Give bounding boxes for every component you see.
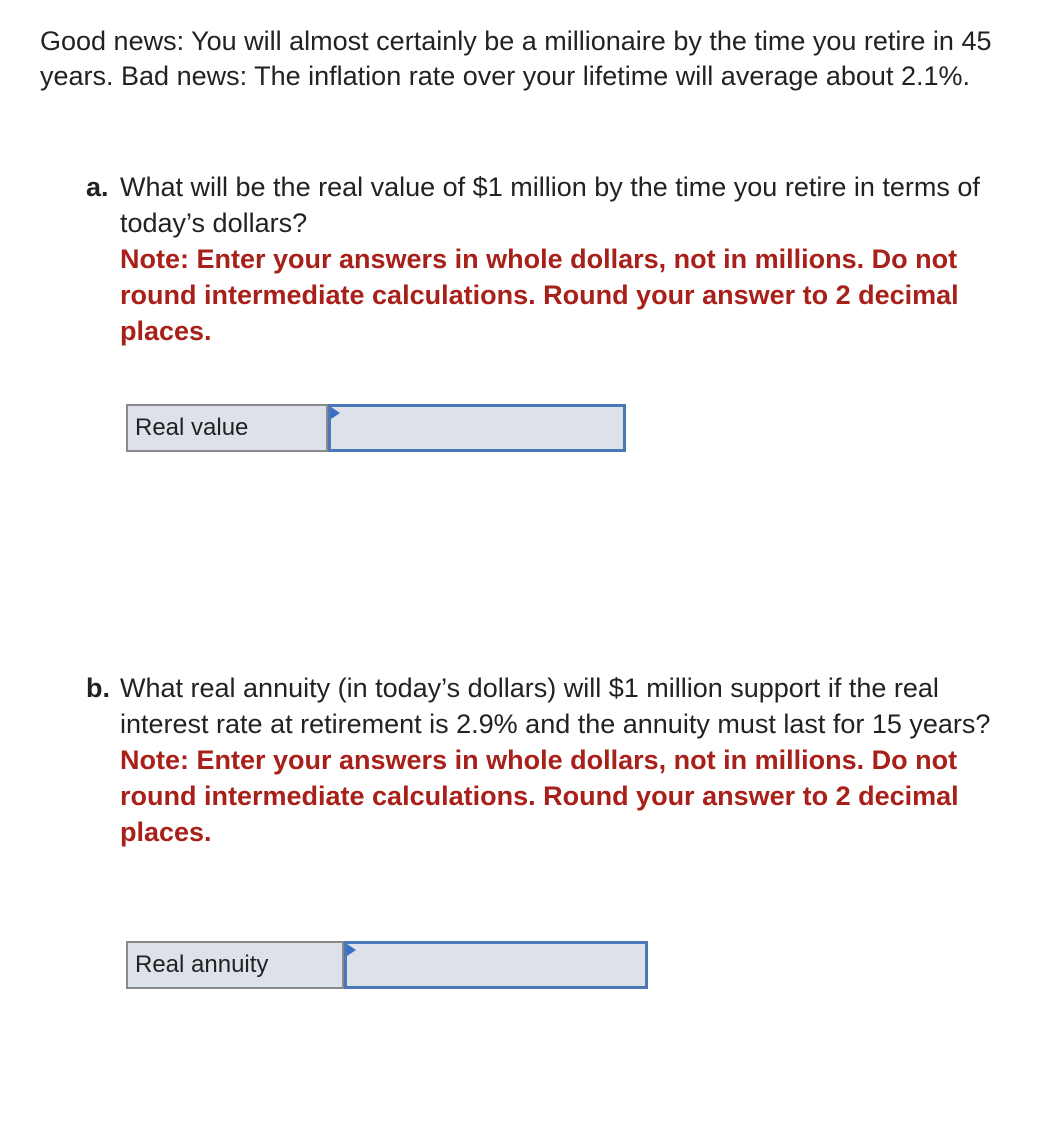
question-b [86, 670, 1026, 850]
question-a-note: Note: Enter your answers in whole dollars, not in millions. Do not round intermediate calculations. Round your answer to 2 decimal places. [120, 244, 959, 346]
input-marker-icon [347, 944, 356, 956]
question-b-note: Note: Enter your answers in whole dollars, not in millions. Do not round intermediate calculations. Round your answer to 2 decimal places. [120, 745, 959, 847]
real-annuity-label: Real annuity [126, 941, 344, 989]
question-a-letter: a. [86, 172, 109, 202]
question-a [86, 169, 1026, 349]
real-value-input[interactable] [328, 404, 626, 452]
question-b-text: What real annuity (in today’s dollars) will $1 million support if the real interest rate at retirement is 2.9% and the annuity must last for 15 years? [120, 673, 991, 739]
answer-row-real-value [126, 404, 626, 452]
problem-intro: Good news: You will almost certainly be a millionaire by the time you retire in 45 years. Bad news: The inflation rate over your lifetime will average about 2.1%. [40, 26, 992, 91]
answer-row-real-annuity [126, 941, 648, 989]
real-value-label: Real value [126, 404, 328, 452]
real-annuity-input[interactable] [344, 941, 648, 989]
input-marker-icon [331, 407, 340, 419]
question-b-letter: b. [86, 673, 110, 703]
question-a-text: What will be the real value of $1 million by the time you retire in terms of today’s dollars? [120, 172, 980, 238]
